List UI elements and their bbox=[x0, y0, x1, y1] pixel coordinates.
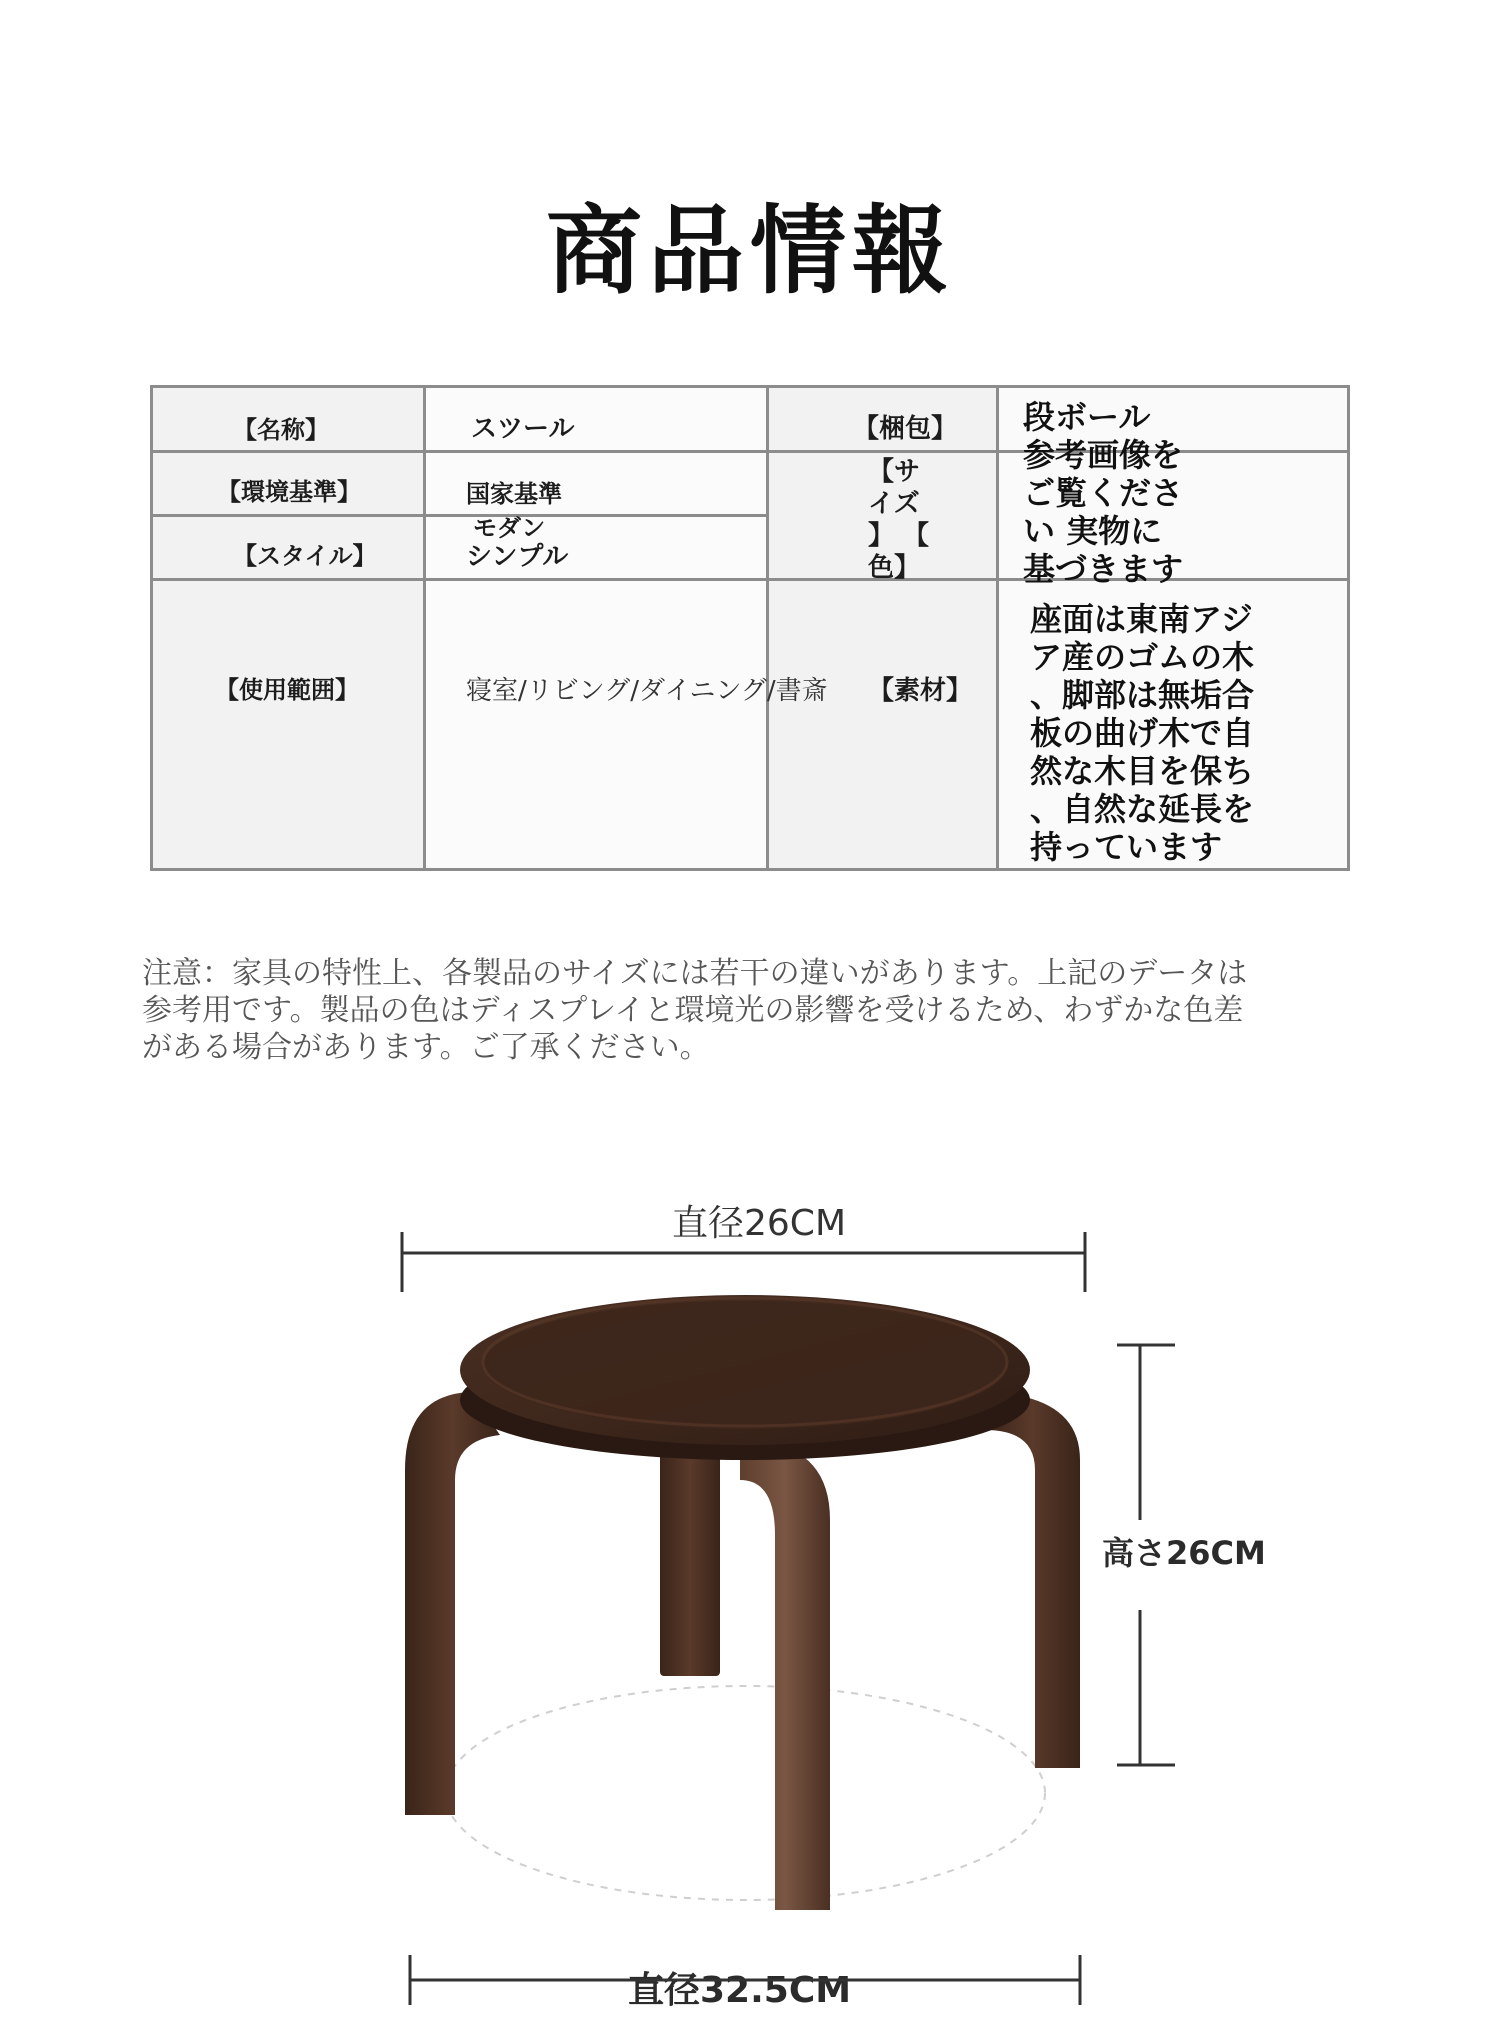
value-line: 参考画像を bbox=[1023, 436, 1184, 474]
value-line: ア産のゴムの木 bbox=[1030, 638, 1255, 676]
value-line: 然な木目を保ち bbox=[1030, 752, 1255, 790]
height-line bbox=[1117, 1345, 1175, 1765]
size-color-label-line: イズ bbox=[868, 489, 920, 519]
height-label: 高さ26CM bbox=[1102, 1534, 1266, 1572]
value-line: 、自然な延長を bbox=[1030, 790, 1255, 828]
usage-label: 【使用範囲】 bbox=[215, 676, 359, 704]
value-line: 段ボール bbox=[1023, 398, 1151, 436]
value-line: 座面は東南アジ bbox=[1030, 600, 1253, 638]
top-diameter-label: 直径26CM bbox=[672, 1203, 847, 1244]
value-line: 、脚部は無垢合 bbox=[1030, 676, 1255, 714]
value-line: 板の曲げ木で自 bbox=[1030, 714, 1255, 752]
notice-line: 注意：家具の特性上、各製品のサイズには若干の違いがあります。上記のデータは bbox=[142, 956, 1248, 991]
style-value-line1: モダン bbox=[473, 514, 546, 542]
value-line: ご覧くださ bbox=[1023, 474, 1184, 512]
style-label: 【スタイル】 bbox=[233, 542, 377, 570]
pack-label: 【梱包】 bbox=[853, 414, 958, 444]
env-label: 【環境基準】 bbox=[217, 478, 361, 506]
page-title: 商品情報 bbox=[546, 195, 954, 307]
size-color-label-line: 色】 bbox=[868, 553, 921, 583]
base-diameter-label: 直径32.5CM bbox=[628, 1970, 852, 2011]
notice-line: 参考用です。製品の色はディスプレイと環境光の影響を受けるため、わずかな色差 bbox=[142, 993, 1244, 1028]
base-diameter-line bbox=[410, 1955, 1080, 2005]
material-label: 【素材】 bbox=[868, 676, 973, 706]
env-value: 国家基準 bbox=[466, 480, 562, 508]
value-line: 基づきます bbox=[1023, 550, 1184, 588]
name-label: 【名称】 bbox=[233, 416, 329, 444]
size-color-label-line: 【サ bbox=[868, 457, 921, 487]
top-diameter-line bbox=[402, 1232, 1085, 1292]
value-line: い 実物に bbox=[1023, 512, 1163, 550]
floor-footprint-ellipse bbox=[445, 1686, 1045, 1900]
size-color-label-line: 】 【 bbox=[868, 521, 930, 551]
stool-image bbox=[405, 1295, 1080, 1910]
usage-value: 寝室/リビング/ダイニング/書斎 bbox=[466, 676, 828, 706]
value-line: 持っています bbox=[1030, 828, 1223, 866]
notice-line: がある場合があります。ご了承ください。 bbox=[142, 1030, 710, 1065]
style-value-line2: シンプル bbox=[466, 542, 569, 572]
name-value: スツール bbox=[471, 414, 575, 444]
